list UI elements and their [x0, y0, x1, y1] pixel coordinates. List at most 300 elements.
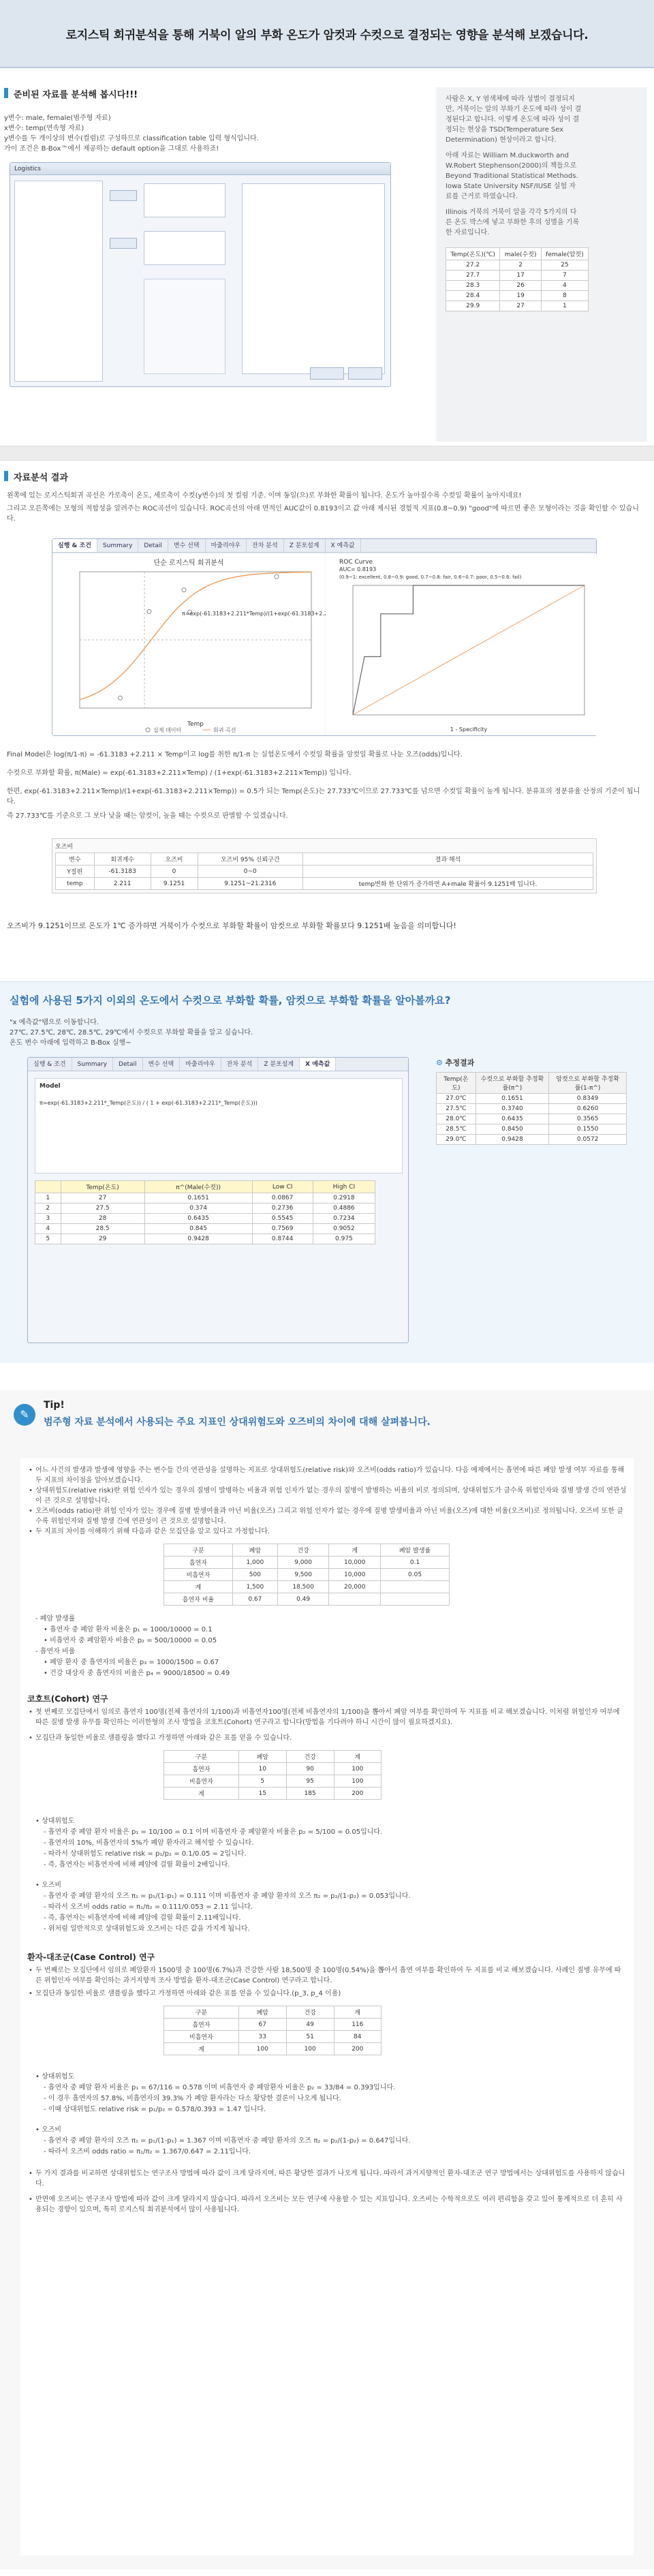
table-cell: 28.4: [446, 291, 500, 301]
tip-bullet: • 오즈비(odds ratio)란 위험 인자가 있는 경우에 질병 발생여율과 아닌 비율(오즈) 그리고 위험 인자가 없는 경우에 질병 발생비율과 아닌 비율(오즈)에 대한 비율(오즈비)로 정의됩니다. 오즈비 또한 클수록 위험인자와 질병 발생 간에 연관성이 큰 것으로 설명합니다.: [27, 1506, 627, 1527]
table-cell: 0.3565: [549, 1114, 627, 1124]
table-header: 구분: [164, 1544, 233, 1557]
rr-line: - 흡연자의 10%, 비흡연자의 5%가 폐암 환자라고 해석할 수 있습니다.: [44, 1839, 254, 1847]
grid-header: High CI: [313, 1181, 375, 1193]
table-cell: 100: [286, 2043, 334, 2055]
odds-table: [55, 853, 593, 890]
grid-cell[interactable]: 29: [61, 1234, 144, 1244]
table-cell: 0.1550: [549, 1124, 627, 1135]
table-cell: 51: [286, 2031, 334, 2043]
grid-header: Temp(온도): [61, 1181, 144, 1193]
table-cell: 비흡연자: [164, 1775, 239, 1788]
table-cell: 비흡연자: [164, 2031, 239, 2043]
table-cell: 8: [541, 291, 588, 301]
table-cell: 5: [238, 1775, 286, 1788]
odds-ratio-block: [27, 1880, 627, 1935]
table-cell: 흡연자 비율: [164, 1593, 233, 1606]
grid-cell: 0.9428: [144, 1234, 252, 1244]
or-line: - 위처럼 일반적으로 상대위험도와 오즈비는 다른 값을 가지게 됩니다.: [44, 1925, 250, 1933]
cohort-bullet: • 첫 번째로 모집단에서 임의로 흡연자 100명(전체 흡연자의 1/100)과 비흡연자100명(전체 비흡연자의 1/100)을 뽑아서 폐암 여부를 확인하여 두 지표를 비교 해보겠습니다. 이처럼 위험인자 여부에 따른 질병 발생 유무를 확인하는 이러한형의 조사 방법을 코호트(Cohort) 연구라고 합니다(방법을 기다려야 하니 시간이 많이 필요하겠지요).: [27, 1707, 627, 1728]
tab-run[interactable]: 실행 & 조건: [52, 539, 97, 552]
legend-b: 회귀 곡선: [213, 727, 236, 733]
rr-line: - 따라서 상대위험도 relative risk = p₁/p₂ = 0.1/0.05 = 2입니다.: [44, 1850, 247, 1858]
table-cell: [381, 1581, 450, 1593]
rr2-title: • 상대위험도: [35, 2073, 75, 2081]
table-cell: 116: [334, 2019, 381, 2031]
table-cell: 27: [500, 301, 541, 311]
table-header: 오즈비: [151, 853, 198, 865]
table-cell: 0.67: [232, 1593, 277, 1606]
prep-title: 준비된 자료를 분석해 봅시다!!!: [4, 87, 138, 100]
table-cell: 200: [334, 1788, 381, 1800]
predict-line: "x 예측값"탭으로 이동합니다.: [10, 1019, 99, 1026]
tip-body: [20, 1458, 634, 2556]
table-row: [164, 1557, 450, 1569]
logistics-dialog: [10, 162, 391, 387]
table-cell: 0.0572: [549, 1135, 627, 1145]
dialog-title: Logistics: [14, 166, 41, 172]
table-cell: 계: [164, 1788, 239, 1800]
table-header: 오즈비 95% 신뢰구간: [198, 853, 302, 865]
results-title: 자료분석 결과: [4, 470, 68, 483]
table-cell: 27.5℃: [437, 1104, 476, 1114]
or2-line: - 흡연자 중 폐암 환자의 오즈 π₁ = p₁/(1-p₁) = 1.367 이며 비흡연자 중 폐암 환자의 오즈 π₂ = p₂/(1-p₂) = 0.647입니다.: [44, 2137, 411, 2145]
table-cell: 9.1251: [151, 878, 198, 890]
table-cell: 9,500: [277, 1569, 329, 1581]
side-text: 사람은 X, Y 염색체에 따라 성별이 결정되지만, 거북이는 알의 부화기 온도에 따라 성이 결정된다고 합니다. 이렇게 온도에 따라 성이 결정되는 현상을 TSD(Temperature Sex Determination) 현상이라고 합니다.: [446, 95, 582, 144]
tip-label: Tip!: [44, 1400, 65, 1411]
grid-cell: 0.7234: [313, 1214, 375, 1224]
results-window: [52, 538, 597, 736]
table-cell: 0.6260: [549, 1104, 627, 1114]
rate-line: • 흡연자 중 폐암 환자 비율은 p₁ = 1000/10000 = 0.1: [44, 1626, 213, 1634]
table-row: [56, 865, 593, 878]
formula-label: π=exp(-61.3183+2.211*Temp)/(1+exp(-61.3183+2.211*Temp)): [182, 611, 356, 617]
grid-cell: 0.2736: [252, 1203, 313, 1214]
summary-bullet: • 반면에 오즈비는 연구조사 방법에 따라 값이 크게 달라지지 않습니다. 따라서 오즈비는 모든 연구에 사용할 수 있는 지표입니다. 오즈비는 수학적으로도 여러 편리함을 갖고 있어 통계적으로 더 흔히 사용되는 경향이 있으며, 특히 로지스틱 회귀분석에서 많이 사용됩니다.: [27, 2194, 627, 2215]
cohort-title: 코호트(Cohort) 연구: [27, 1694, 108, 1704]
case-control-table: [164, 2006, 382, 2055]
table-cell: 1,000: [232, 1557, 277, 1569]
grid-cell: 4: [35, 1224, 61, 1234]
table-cell: 2: [500, 260, 541, 271]
variable-list[interactable]: [14, 181, 103, 382]
dialog-titlebar: [10, 163, 390, 175]
tab-detail[interactable]: Detail: [138, 539, 168, 552]
rate-line: - 폐암 발생률: [35, 1615, 76, 1623]
tip-bullet: • 어느 사건의 발생과 발생에 영향을 주는 변수들 간의 연관성을 설명하는 지표로 상대위험도(relative risk)와 오즈비(odds ratio)가 있습니다. 다음 예제에서는 흡연에 따른 폐암 발생 여부 자료를 통해 두 지표의 차이점을 알아보겠습니다.: [27, 1465, 627, 1486]
tab-residual[interactable]: 잔차 분석: [247, 539, 284, 552]
grid-row: [35, 1234, 375, 1244]
table-row: [56, 878, 593, 890]
table-row: [446, 291, 589, 301]
regression-curve: [80, 572, 311, 699]
table-cell: temp변화 한 단위가 증가하면 A+male 확률이 9.1251배 입니다.: [302, 878, 593, 890]
table-cell: 49: [286, 2019, 334, 2031]
rate-line: - 흡연자 비율: [35, 1648, 76, 1655]
tab-summary[interactable]: Summary: [97, 539, 139, 552]
case-bullet: • 모집단과 동일한 비율로 샘플링을 했다고 가정하면 아래와 같은 표를 얻을 수 있습니다.(p_3, p_4 이용): [27, 1989, 627, 1999]
table-cell: 0.3740: [476, 1104, 548, 1114]
odds-conclusion: 오즈비가 9.1251이므로 온도가 1℃ 증가하면 거북이가 수컷으로 부화할 확률이 암컷으로 부화할 확률보다 9.1251배 높음을 의미합니다!: [7, 921, 456, 930]
predict-window: [27, 1057, 409, 1343]
table-cell: 10,000: [329, 1557, 381, 1569]
x-variable-box[interactable]: [144, 231, 225, 265]
tab-predict[interactable]: X 예측값: [326, 539, 361, 552]
odds-ratio-block-2: [27, 2125, 627, 2158]
grid-row: [35, 1224, 375, 1234]
ok-button[interactable]: [310, 367, 344, 380]
predict-title: 실험에 사용된 5가지 이외의 온도에서 수컷으로 부화할 확률, 암컷으로 부화할 확률을 알아볼까요?: [10, 994, 451, 1007]
grid-cell: 0.0867: [252, 1193, 313, 1203]
table-row: [164, 2031, 382, 2043]
table-cell: 4: [541, 281, 588, 291]
table-cell: 84: [334, 2031, 381, 2043]
tab-predict[interactable]: X 예측값: [300, 1058, 336, 1071]
tab-detail[interactable]: Detail: [113, 1058, 143, 1071]
table-cell: 18,500: [277, 1581, 329, 1593]
table-cell: 7: [541, 271, 588, 281]
table-cell: 0.05: [381, 1569, 450, 1581]
or2-line: - 따라서 오즈비 odds ratio = π₁/π₂ = 1.367/0.647 = 2.11입니다.: [44, 2148, 251, 2156]
predict-instructions: [10, 1017, 253, 1048]
predict-tabs: [28, 1058, 408, 1071]
legend-marker: [146, 728, 150, 732]
grid-cell: 0.374: [144, 1203, 252, 1214]
table-cell: 27.2: [446, 260, 500, 271]
grid-cell: 0.975: [313, 1234, 375, 1244]
table-cell: 계: [164, 1581, 233, 1593]
table-header: female(암컷): [541, 248, 588, 260]
results-section: [0, 470, 654, 975]
tab-run[interactable]: 실행 & 조건: [28, 1058, 72, 1071]
table-row: [164, 1788, 382, 1800]
rr2-line: - 이때 상대위험도 relative risk = p₁/p₂ = 0.578/0.393 = 1.47 입니다.: [44, 2106, 266, 2113]
gear-icon: ⚙: [436, 1058, 446, 1067]
side-info-box: [436, 87, 647, 442]
table-cell: 0: [151, 865, 198, 878]
table-cell: 17: [500, 271, 541, 281]
population-rates: [27, 1614, 627, 1679]
table-row: [446, 271, 589, 281]
roc-note: (0.9~1: excellent, 0.8~0.9: good, 0.7~0.8: fair, 0.6~0.7: poor, 0.5~0.6: fail): [339, 574, 522, 580]
grid-row: [35, 1214, 375, 1224]
table-cell: 29.0℃: [437, 1135, 476, 1145]
prep-line: y변수를 두 개이상의 변수(컬럼)로 구성하므로 classification table 입력 형식입니다.: [4, 135, 259, 142]
grid-cell[interactable]: 28: [61, 1214, 144, 1224]
grid-cell: 0.1651: [144, 1193, 252, 1203]
table-row: [164, 1581, 450, 1593]
data-point: [182, 588, 186, 592]
roc-auc: AUC= 0.8193: [339, 566, 377, 572]
tip-title: 범주형 자료 분석에서 사용되는 주요 지표인 상대위험도와 오즈비의 차이에 대해 살펴봅니다.: [44, 1417, 431, 1428]
table-cell: Y절편: [56, 865, 95, 878]
table-header: 구분: [164, 2006, 239, 2019]
table-row: [437, 1094, 627, 1104]
tab-variable[interactable]: 변수 선택: [143, 1058, 181, 1071]
grid-cell: 5: [35, 1234, 61, 1244]
table-cell: 100: [238, 2043, 286, 2055]
results-intro: [7, 491, 647, 524]
table-cell: 28.5℃: [437, 1124, 476, 1135]
table-header: Temp(온도): [437, 1073, 476, 1094]
table-cell: 0.9428: [476, 1135, 548, 1145]
table-cell: temp: [56, 878, 95, 890]
relative-risk-block-2: [27, 2072, 627, 2115]
table-cell: 185: [286, 1788, 334, 1800]
table-cell: 28.3: [446, 281, 500, 291]
header-banner: [0, 0, 654, 68]
table-header: 폐암: [238, 1751, 286, 1763]
or2-title: • 오즈비: [35, 2126, 62, 2134]
tab-variable[interactable]: 변수 선택: [168, 539, 206, 552]
table-row: [164, 1763, 382, 1775]
y-variable-box[interactable]: [144, 183, 225, 217]
tip-section: [0, 1390, 654, 2569]
table-cell: 2.211: [94, 878, 151, 890]
tab-z[interactable]: Z 분포설계: [258, 1058, 300, 1071]
roc-title: ROC Curve: [339, 559, 373, 566]
or-line: - 즉, 흡연자는 비흡연자에 비해 폐암에 걸릴 확률이 2.11배입니다.: [44, 1914, 241, 1922]
table-cell: 29.9: [446, 301, 500, 311]
preview-grid: [242, 183, 385, 374]
table-header: 계: [334, 2006, 381, 2019]
or-line: - 따라서 오즈비 odds ratio = π₁/π₂ = 0.111/0.053 = 2.11 입니다.: [44, 1903, 253, 1911]
table-cell: 0.8349: [549, 1094, 627, 1104]
summary-bullet: • 두 가지 결과를 비교하면 상대위험도는 연구조사 방법에 따라 값이 크게 달라지며, 따른 황당한 결과가 나오게 됩니다. 따라서 과거지향적인 환자-대조군 연구 방법에서는 상대위험도를 사용하지 않습니다.: [27, 2168, 627, 2189]
table-header: 건강: [286, 1751, 334, 1763]
table-row: [446, 281, 589, 291]
table-row: [164, 2043, 382, 2055]
table-row: [437, 1114, 627, 1124]
table-cell: [302, 865, 593, 878]
relative-risk-block: [27, 1816, 627, 1871]
page-title: 로지스틱 회귀분석을 통해 거북이 알의 부화 온도가 암컷과 수컷으로 결정되는 영향을 분석해 보겠습니다.: [65, 28, 589, 42]
table-cell: 1: [541, 301, 588, 311]
data-point: [147, 609, 151, 613]
roc-curve-chart: [326, 554, 597, 735]
table-cell: 계: [164, 2043, 239, 2055]
predict-section: [0, 981, 654, 1363]
prediction-grid: [35, 1180, 375, 1244]
rr-title: • 상대위험도: [35, 1818, 75, 1825]
table-cell: 1,500: [232, 1581, 277, 1593]
table-cell: 0.8450: [476, 1124, 548, 1135]
grid-cell: 3: [35, 1214, 61, 1224]
tab-z[interactable]: Z 분포설계: [284, 539, 326, 552]
final-model-line: Final Model은 log(π/1-π) = -61.3183 +2.211 × Temp이고 log를 취한 π/1-π 는 실험온도에서 수컷일 확률을 암컷일 확률로 나눈 오즈(odds)입니다.: [7, 751, 463, 758]
rr2-line: - 이 경우 흡연자의 57.8%, 비흡연자의 39.3% 가 폐암 환자라는 다소 황당한 결론이 나오게 됩니다.: [44, 2095, 341, 2102]
results-tabs: [52, 539, 596, 553]
cutoff-line-text: 한편, exp(-61.3183+2.211×Temp)/(1+exp(-61.3183+2.211×Temp)) = 0.5가 되는 Temp(온도)는 27.733℃이므로 27.733℃를 넘으면 수컷일 확률이 높게 됩니다. 분류표의 정분류율 산정의 기준이 됩니다.: [7, 788, 640, 806]
grid-header: [35, 1181, 61, 1193]
grid-cell[interactable]: 27.5: [61, 1203, 144, 1214]
odds-caption: 오즈비: [55, 844, 74, 850]
legend-a: 실제 데이터: [153, 727, 182, 733]
grid-cell: 0.2918: [313, 1193, 375, 1203]
table-cell: 20,000: [329, 1581, 381, 1593]
odds-ratio-panel: [52, 838, 597, 893]
model-label: Model: [40, 1083, 61, 1090]
grid-row: [35, 1203, 375, 1214]
table-cell: 25: [541, 260, 588, 271]
table-cell: 0.1651: [476, 1094, 548, 1104]
table-row: [437, 1104, 627, 1114]
table-header: 폐암 발생률: [381, 1544, 450, 1557]
table-header: 수컷으로 부화할 추정확률(π^): [476, 1073, 548, 1094]
table-header: 폐암: [232, 1544, 277, 1557]
cancel-button[interactable]: [348, 367, 382, 380]
table-cell: 흡연자: [164, 1763, 239, 1775]
lightbulb-icon: ✎: [14, 1404, 35, 1426]
table-header: 변수: [56, 853, 95, 865]
table-cell: 10: [238, 1763, 286, 1775]
predict-line: 27℃, 27.5℃, 28℃, 28.5℃, 29℃에서 수컷으로 부화할 확률을 알고 싶습니다.: [10, 1029, 253, 1037]
move-button[interactable]: [110, 190, 137, 201]
table-row: [164, 1593, 450, 1606]
grid-cell: 0.7569: [252, 1224, 313, 1234]
table-cell: 10,000: [329, 1569, 381, 1581]
move-button[interactable]: [110, 238, 137, 249]
table-header: 회귀계수: [94, 853, 151, 865]
results-p1: 왼쪽에 있는 로지스틱회귀 곡선은 가로축이 온도, 세로축이 수컷(y변수)의 첫 컬럼 기준. 이며 동일(으)로 부화한 확률이 됩니다. 온도가 높아질수록 수컷일 확률이 높아지네요!: [7, 492, 522, 500]
grid-cell: 0.9052: [313, 1224, 375, 1234]
grid-cell: 0.6435: [144, 1214, 252, 1224]
turtle-data-table: [446, 247, 589, 311]
section-divider: [0, 446, 654, 461]
predict-line: 온도 변수 아래에 입력하고 B-Box 실행~: [10, 1039, 131, 1047]
side-text-3: Illinois 거북의 거북이 알을 각각 5가지의 다른 온도 박스에 넣고 부화한 후의 성별을 기록한 자료입니다.: [446, 209, 580, 236]
rate-line: • 건강 대상자 중 흡연자의 비율은 p₄ = 9000/18500 = 0.49: [44, 1670, 230, 1677]
table-header: male(수컷): [500, 248, 541, 260]
table-cell: 26: [500, 281, 541, 291]
case-bullet: • 두 번째로는 모집단에서 임의로 폐암환자 1500명 중 100명(6.7%)과 건강한 사람 18,500명 중 100명(0.54%)을 뽑아서 흡연 여부를 확인하여 두 지표를 비교 해보겠습니다. 사례인 질병 유무에 따른 위험인자 여부를 확인하는 과거지향적 조사 방법을 환자-대조군(Case Control) 연구라고 합니다.: [27, 1965, 627, 1986]
table-cell: 27.7: [446, 271, 500, 281]
estimate-panel: [436, 1057, 640, 1145]
results-p2: 그리고 오른쪽에는 모형의 적합성을 알려주는 ROC곡선이 있습니다. ROC곡선의 아래 면적인 AUC값이 0.8193이고 값 아래 제시된 경험적 지표(0.8~0.9) "good"에 따르면 좋은 모형이라는 것을 확인할 수 있습니다.: [7, 505, 639, 523]
table-cell: 90: [286, 1763, 334, 1775]
table-header: 구분: [164, 1751, 239, 1763]
table-cell: 500: [232, 1569, 277, 1581]
roc-x-label: 1 - Specificity: [450, 726, 488, 733]
table-header: Temp(온도)(℃): [446, 248, 500, 260]
table-cell: 0.49: [277, 1593, 329, 1606]
options-panel: [144, 279, 225, 374]
table-row: [437, 1124, 627, 1135]
table-row: [164, 1569, 450, 1581]
table-cell: 100: [334, 1775, 381, 1788]
case-control-title: 환자-대조군(Case Control) 연구: [27, 1952, 155, 1962]
table-cell: -61.3183: [94, 865, 151, 878]
table-header: 건강: [286, 2006, 334, 2019]
classification-line: 즉 27.733℃를 기준으로 그 보다 낮을 때는 암컷이, 높을 때는 수컷으로 판별할 수 있겠습니다.: [7, 812, 288, 820]
table-header: 폐암: [238, 2006, 286, 2019]
table-cell: 95: [286, 1775, 334, 1788]
grid-cell: 0.4886: [313, 1203, 375, 1214]
table-cell: 9.1251~21.2316: [198, 878, 302, 890]
prep-line: x변수: temp(연속형 자료): [4, 125, 84, 132]
probability-line: 수컷으로 부화할 확률, π(Male) = exp(-61.3183+2.211×Temp) / (1+exp(-61.3183+2.211×Temp)) 입니다.: [7, 769, 352, 777]
prep-lines: [4, 113, 386, 154]
table-row: [446, 260, 589, 271]
table-cell: 흡연자: [164, 2019, 239, 2031]
prep-line: y변수: male, female(범주형 자료): [4, 114, 111, 122]
data-point: [275, 574, 279, 579]
model-box: [35, 1078, 403, 1174]
table-row: [164, 2019, 382, 2031]
tab-summary[interactable]: Summary: [72, 1058, 114, 1071]
population-table: [164, 1544, 450, 1606]
table-header: 계: [334, 1751, 381, 1763]
grid-header: π^(Male(수컷)): [144, 1181, 252, 1193]
estimate-title-text: 추정결과: [445, 1058, 475, 1067]
estimate-title: [436, 1057, 640, 1068]
side-text-2: 아래 자료는 William M.duckworth and W.Robert Stephenson(2000)의 책들으로 Beyond Traditional Statistical Methods. Iowa State University NSF/IUSE 실험 자료를 근거로 하였습니다.: [446, 152, 578, 200]
table-header: 건강: [277, 1544, 329, 1557]
tip-bullet: • 두 지표의 차이를 이해하기 위해 다음과 같은 모집단을 알고 있다고 가정합니다.: [27, 1527, 627, 1537]
table-cell: 200: [334, 2043, 381, 2055]
tab-residual[interactable]: 잔차 분석: [221, 1058, 259, 1071]
table-cell: 흡연자: [164, 1557, 233, 1569]
prep-line: 가이 조건은 B-Box™에서 제공하는 default option을 그대로 사용하죠!: [4, 145, 219, 153]
cohort-table: [164, 1750, 382, 1800]
results-text: [7, 750, 647, 821]
grid-cell: 0.5545: [252, 1214, 313, 1224]
tab-5[interactable]: 마출리야우: [180, 1058, 221, 1071]
diagonal-line: [353, 585, 585, 715]
table-row: [446, 301, 589, 311]
rr2-line: - 흡연자 중 폐암 환자 비율은 p₁ = 67/116 = 0.578 이며 비흡연자 중 폐암환자 비율은 p₂ = 33/84 = 0.393입니다.: [44, 2084, 396, 2091]
table-cell: 15: [238, 1788, 286, 1800]
grid-cell: 0.845: [144, 1224, 252, 1234]
table-cell: 67: [238, 2019, 286, 2031]
table-header: 계: [329, 1544, 381, 1557]
table-cell: 19: [500, 291, 541, 301]
table-cell: 0~0: [198, 865, 302, 878]
table-cell: 27.0℃: [437, 1094, 476, 1104]
tab-5[interactable]: 마출리야우: [206, 539, 247, 552]
grid-cell[interactable]: 28.5: [61, 1224, 144, 1234]
or-title: • 오즈비: [35, 1882, 62, 1889]
prep-section: [0, 87, 654, 442]
table-row: [164, 1775, 382, 1788]
grid-cell[interactable]: 27: [61, 1193, 144, 1203]
table-cell: 28.0℃: [437, 1114, 476, 1124]
table-cell: 비흡연자: [164, 1569, 233, 1581]
data-point: [119, 696, 123, 700]
table-cell: [381, 1593, 450, 1606]
or-line: - 흡연자 중 폐암 환자의 오즈 π₁ = p₁/(1-p₁) = 0.111 이며 비흡연자 중 폐암 환자의 오즈 π₂ = p₂/(1-p₂) = 0.053입니다.: [44, 1892, 411, 1900]
table-cell: 33: [238, 2031, 286, 2043]
table-cell: 9,000: [277, 1557, 329, 1569]
rate-line: • 비흡연자 중 폐암환자 비율은 p₂ = 500/10000 = 0.05: [44, 1637, 217, 1644]
grid-cell: 2: [35, 1203, 61, 1214]
model-formula: π=exp(-61.3183+2.211*_Temp(온도)) / ( 1 + exp(-61.3183+2.211*_Temp(온도))): [40, 1100, 258, 1106]
estimate-table: [436, 1072, 627, 1145]
x-axis-label: Temp: [187, 721, 204, 728]
grid-cell: 0.8744: [252, 1234, 313, 1244]
tip-bullet: • 상대위험도(relative risk)란 위험 인자가 있는 경우의 질병이 발병하는 비율과 위험 인자가 없는 경우의 질병이 발병하는 비율의 비로 정의되며, 상대위험도가 클수록 위험인자와 질병 발생 간의 연관성이 큰 것으로 설명합니다.: [27, 1486, 627, 1506]
rate-line: • 폐암 환자 중 흡연자의 비율은 p₃ = 1000/1500 = 0.67: [44, 1659, 219, 1666]
table-header: 결과 해석: [302, 853, 593, 865]
table-cell: 100: [334, 1763, 381, 1775]
table-cell: 0.1: [381, 1557, 450, 1569]
cohort-bullet: • 모집단과 동일한 비율로 샘플링을 했다고 가정하면 아래와 같은 표를 얻을 수 있습니다.: [27, 1733, 627, 1743]
grid-row: [35, 1193, 375, 1203]
grid-cell: 1: [35, 1193, 61, 1203]
table-row: [437, 1135, 627, 1145]
chart-title: 단순 로지스틱 회귀분석: [153, 559, 224, 567]
